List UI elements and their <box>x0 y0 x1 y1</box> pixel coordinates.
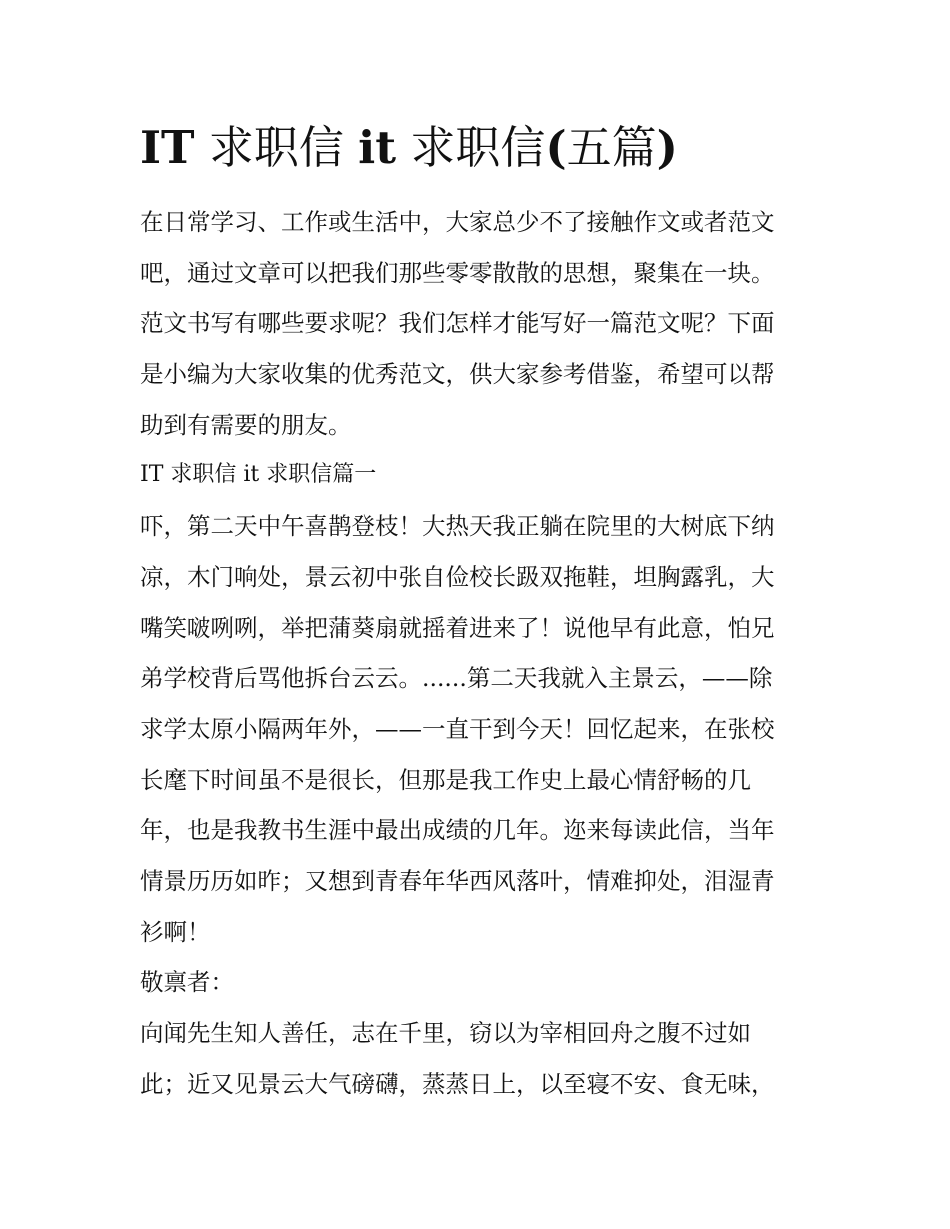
section-heading: IT 求职信 it 求职信篇一 <box>140 462 377 488</box>
body-line: 此；近又见景云大气磅礴，蒸蒸日上，以至寝不安、食无味， <box>140 1069 775 1098</box>
body-line: 情景历历如昨；又想到青春年华西风落叶，情难抑处，泪湿青 <box>140 866 775 895</box>
title-part-wupian: 五篇 <box>566 121 657 174</box>
body-line: 范文书写有哪些要求呢？我们怎样才能写好一篇范文呢？下面 <box>140 309 775 338</box>
salutation-line: 敬禀者： <box>140 968 234 997</box>
body-line: 凉，木门响处，景云初中张自俭校长趿双拖鞋，坦胸露乳，大 <box>140 562 775 591</box>
body-line: 长麾下时间虽不是很长，但那是我工作史上最心情舒畅的几 <box>140 765 751 794</box>
body-line: 助到有需要的朋友。 <box>140 410 352 439</box>
title-part-it-lower: it <box>358 121 397 174</box>
body-line: 衫啊！ <box>140 917 211 946</box>
body-line: 年，也是我教书生涯中最出成绩的几年。迩来每读此信，当年 <box>140 816 775 845</box>
document-title <box>140 118 840 178</box>
document-body <box>140 197 820 1109</box>
title-part-close-paren: ) <box>656 121 678 174</box>
body-line: 求学太原小隔两年外，——一直干到今天！回忆起来，在张校 <box>140 714 775 743</box>
body-line: 向闻先生知人善任，志在千里，窃以为宰相回舟之腹不过如 <box>140 1019 751 1047</box>
title-part-qiuzhixin-2: 求职信 <box>396 121 546 174</box>
body-line: 是小编为大家收集的优秀范文，供大家参考借鉴，希望可以帮 <box>140 360 775 389</box>
body-line: 吧，通过文章可以把我们那些零零散散的思想，聚集在一块。 <box>140 258 775 287</box>
body-line: 嘴笑啵咧咧，举把蒲葵扇就摇着进来了！说他早有此意，怕兄 <box>140 613 775 642</box>
body-line: 吓，第二天中午喜鹊登枝！大热天我正躺在院里的大树底下纳 <box>140 512 775 541</box>
title-part-it-upper: IT <box>140 121 195 174</box>
body-line: 在日常学习、工作或生活中，大家总少不了接触作文或者范文 <box>140 208 775 236</box>
title-part-open-paren: ( <box>545 121 567 174</box>
title-part-qiuzhixin-1: 求职信 <box>194 121 359 174</box>
body-line: 弟学校背后骂他拆台云云。......第二天我就入主景云，——除 <box>140 664 773 693</box>
